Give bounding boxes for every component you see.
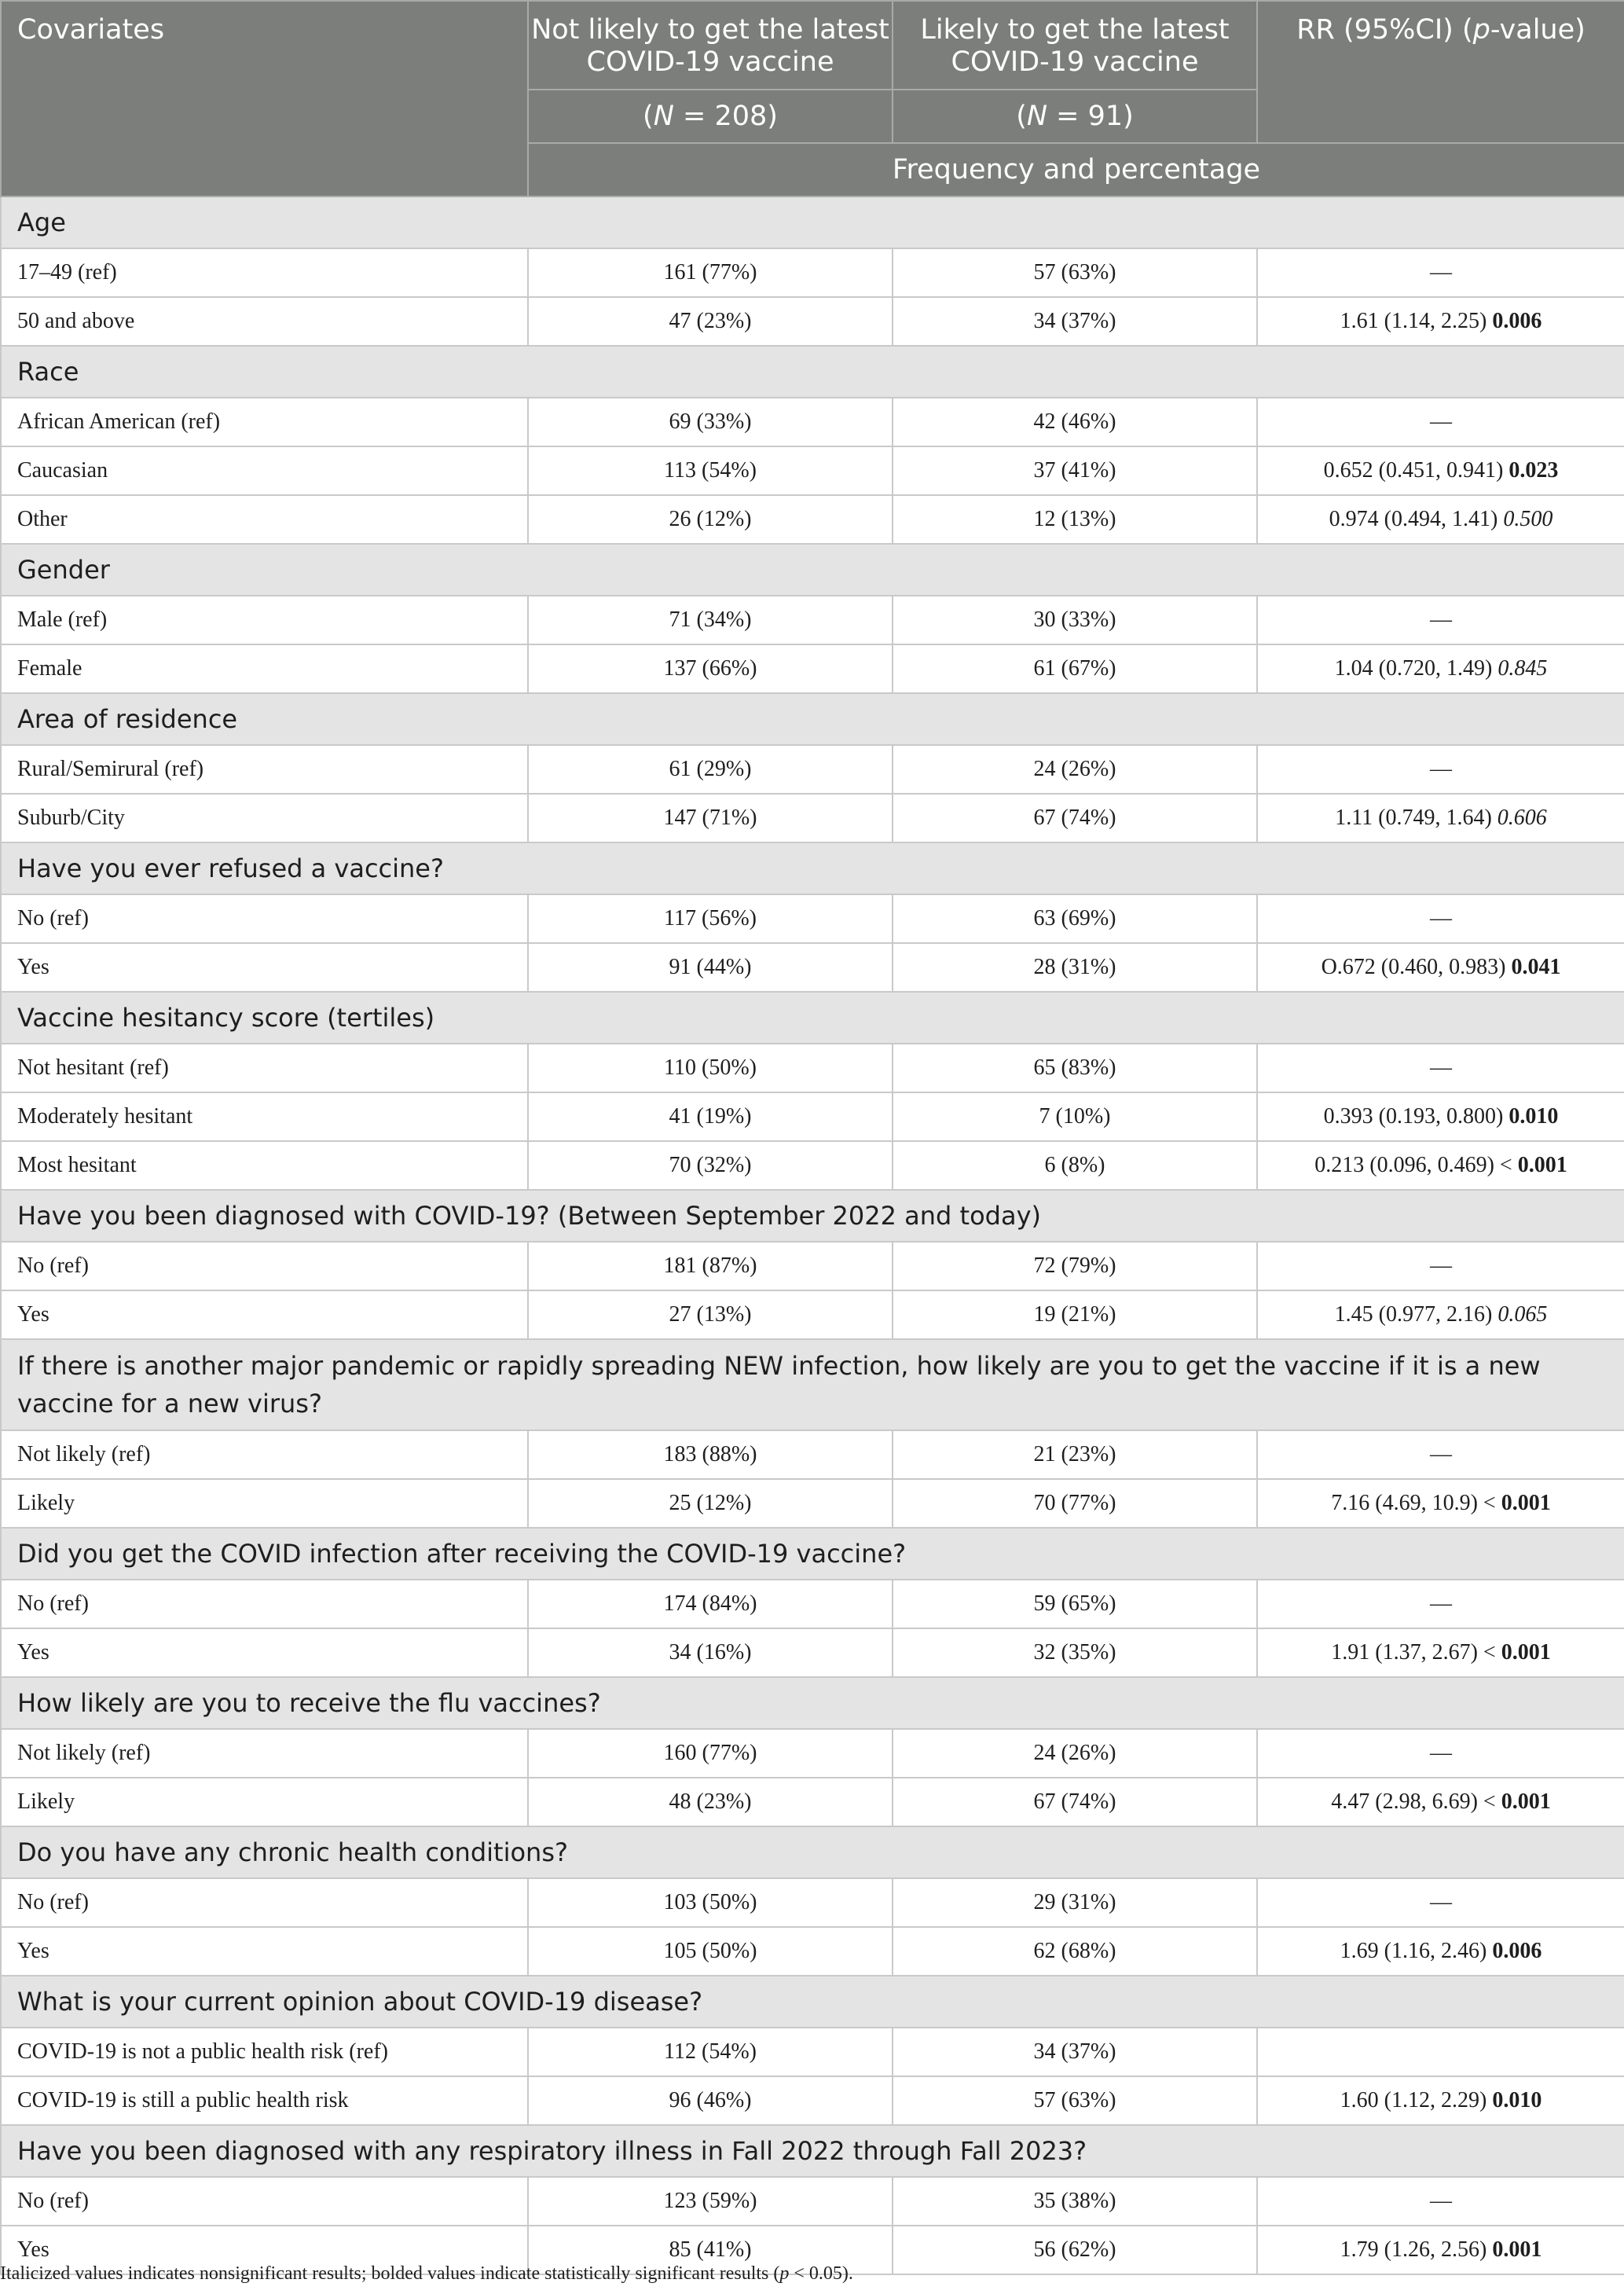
rr-value: — (1430, 1253, 1452, 1278)
section-header-row (1, 992, 1624, 1044)
cell-not-likely: 48 (23%) (528, 1778, 893, 1826)
header-not-likely: Not likely to get the latest COVID-19 vaccine (528, 1, 893, 90)
cell-rr (1257, 1290, 1624, 1339)
row-label: Not likely (ref) (1, 1430, 528, 1479)
section-title: Age (1, 196, 1624, 248)
table-row (1, 1778, 1624, 1826)
rr-value: — (1430, 2189, 1452, 2213)
row-label: Yes (1, 1628, 528, 1677)
cell-not-likely: 174 (84%) (528, 1580, 893, 1628)
cell-not-likely: 147 (71%) (528, 794, 893, 842)
p-value: 0.500 (1503, 507, 1553, 531)
n-label: N (653, 100, 674, 132)
table-row (1, 596, 1624, 644)
section-header-row (1, 1826, 1624, 1878)
cell-likely: 30 (33%) (893, 596, 1257, 644)
row-label: No (ref) (1, 1242, 528, 1290)
cell-rr (1257, 495, 1624, 544)
section-title: Do you have any chronic health conditions? (1, 1826, 1624, 1878)
footnote: Italicized values indicates nonsignificant results; bolded values indicate statistically significant results (p < 0.05). (0, 2263, 853, 2284)
row-label: Yes (1, 943, 528, 992)
row-label: Moderately hesitant (1, 1092, 528, 1141)
row-label: Male (ref) (1, 596, 528, 644)
rr-value: 1.11 (0.749, 1.64) (1335, 806, 1498, 830)
cell-rr (1257, 1778, 1624, 1826)
section-header-row (1, 196, 1624, 248)
table-row (1, 2076, 1624, 2125)
header-rr (1257, 1, 1624, 143)
cell-not-likely: 71 (34%) (528, 596, 893, 644)
table-row (1, 1430, 1624, 1479)
cell-not-likely: 105 (50%) (528, 1927, 893, 1976)
cell-likely: 34 (37%) (893, 2028, 1257, 2076)
table-row (1, 894, 1624, 943)
cell-rr (1257, 1878, 1624, 1927)
rr-value: — (1430, 1055, 1452, 1080)
row-label: Yes (1, 1290, 528, 1339)
table-row (1, 943, 1624, 992)
cell-likely: 21 (23%) (893, 1430, 1257, 1479)
cell-not-likely: 183 (88%) (528, 1430, 893, 1479)
table-row (1, 1242, 1624, 1290)
cell-likely: 12 (13%) (893, 495, 1257, 544)
section-header-row (1, 693, 1624, 745)
cell-rr (1257, 794, 1624, 842)
rr-value: 0.213 (0.096, 0.469) < (1314, 1153, 1518, 1177)
cell-not-likely: 113 (54%) (528, 446, 893, 495)
cell-likely: 61 (67%) (893, 644, 1257, 693)
rr-value: 1.91 (1.37, 2.67) < (1331, 1640, 1501, 1665)
table-row (1, 1628, 1624, 1677)
table-row (1, 1927, 1624, 1976)
cell-rr (1257, 248, 1624, 297)
cell-not-likely: 117 (56%) (528, 894, 893, 943)
cell-not-likely: 47 (23%) (528, 297, 893, 346)
cell-rr (1257, 1092, 1624, 1141)
rr-value: — (1430, 409, 1452, 434)
cell-likely: 57 (63%) (893, 2076, 1257, 2125)
row-label: 17–49 (ref) (1, 248, 528, 297)
rr-value: 1.60 (1.12, 2.29) (1340, 2088, 1493, 2112)
rr-value: 1.04 (0.720, 1.49) (1334, 656, 1498, 681)
cell-rr (1257, 398, 1624, 446)
p-value: 0.010 (1509, 1104, 1559, 1129)
table-row (1, 1044, 1624, 1092)
table-row (1, 1878, 1624, 1927)
rr-value: 1.61 (1.14, 2.25) (1340, 309, 1493, 333)
p-value: 0.006 (1492, 1939, 1542, 1963)
cell-likely: 29 (31%) (893, 1878, 1257, 1927)
p-value: 0.001 (1517, 1153, 1567, 1177)
row-label: No (ref) (1, 2177, 528, 2226)
row-label: African American (ref) (1, 398, 528, 446)
p-value: 0.041 (1511, 955, 1561, 979)
table-row (1, 2177, 1624, 2226)
cell-likely: 35 (38%) (893, 2177, 1257, 2226)
rr-value: — (1430, 1591, 1452, 1616)
cell-rr (1257, 745, 1624, 794)
cell-rr (1257, 644, 1624, 693)
cell-not-likely: 103 (50%) (528, 1878, 893, 1927)
rr-value: 0.393 (0.193, 0.800) (1323, 1104, 1509, 1129)
cell-not-likely: 161 (77%) (528, 248, 893, 297)
cell-rr (1257, 1430, 1624, 1479)
p-value: 0.001 (1501, 1640, 1551, 1665)
cell-rr (1257, 1479, 1624, 1528)
header-n-likely: (N = 91) (893, 90, 1257, 143)
cell-likely: 72 (79%) (893, 1242, 1257, 1290)
cell-likely: 34 (37%) (893, 297, 1257, 346)
header-likely: Likely to get the latest COVID-19 vaccine (893, 1, 1257, 90)
header-n-not-likely: (N = 208) (528, 90, 893, 143)
cell-rr (1257, 1141, 1624, 1190)
rr-value: — (1430, 607, 1452, 632)
row-label: Rural/Semirural (ref) (1, 745, 528, 794)
cell-not-likely: 137 (66%) (528, 644, 893, 693)
section-header-row (1, 1677, 1624, 1729)
cell-likely: 24 (26%) (893, 1729, 1257, 1778)
section-title: What is your current opinion about COVID-19 disease? (1, 1976, 1624, 2028)
header-rr-p: p (1472, 14, 1490, 46)
cell-not-likely: 91 (44%) (528, 943, 893, 992)
rr-value: 1.45 (0.977, 2.16) (1334, 1302, 1498, 1327)
section-header-row (1, 1528, 1624, 1580)
cell-likely: 65 (83%) (893, 1044, 1257, 1092)
cell-not-likely: 110 (50%) (528, 1044, 893, 1092)
cell-not-likely: 96 (46%) (528, 2076, 893, 2125)
cell-likely: 63 (69%) (893, 894, 1257, 943)
table-row (1, 1141, 1624, 1190)
rr-value: 1.69 (1.16, 2.46) (1340, 1939, 1493, 1963)
row-label: No (ref) (1, 1878, 528, 1927)
row-label: Yes (1, 2226, 528, 2274)
section-title: Gender (1, 544, 1624, 596)
section-title: Have you been diagnosed with any respiratory illness in Fall 2022 through Fall 2023? (1, 2125, 1624, 2177)
p-value: 0.023 (1509, 458, 1559, 483)
cell-likely: 28 (31%) (893, 943, 1257, 992)
table-row (1, 248, 1624, 297)
rr-value: — (1430, 1741, 1452, 1765)
cell-rr (1257, 446, 1624, 495)
p-value: 0.065 (1498, 1302, 1548, 1327)
cell-likely: 42 (46%) (893, 398, 1257, 446)
p-value: 0.001 (1501, 1789, 1551, 1814)
cell-likely: 37 (41%) (893, 446, 1257, 495)
cell-rr (1257, 943, 1624, 992)
row-label: Caucasian (1, 446, 528, 495)
table-row (1, 1580, 1624, 1628)
cell-not-likely: 34 (16%) (528, 1628, 893, 1677)
rr-value: 1.79 (1.26, 2.56) (1340, 2237, 1493, 2262)
row-label: 50 and above (1, 297, 528, 346)
cell-likely: 56 (62%) (893, 2226, 1257, 2274)
footnote-p: p (779, 2263, 790, 2284)
section-title: Have you been diagnosed with COVID-19? (Between September 2022 and today) (1, 1190, 1624, 1242)
table-header (1, 1, 1624, 196)
cell-rr (1257, 1729, 1624, 1778)
section-title: Have you ever refused a vaccine? (1, 842, 1624, 894)
section-header-row (1, 1190, 1624, 1242)
rr-value: — (1430, 906, 1452, 930)
row-label: Yes (1, 1927, 528, 1976)
rr-value: — (1430, 757, 1452, 781)
rr-value: — (1430, 1442, 1452, 1466)
rr-value: — (1430, 260, 1452, 284)
rr-value: 4.47 (2.98, 6.69) < (1331, 1789, 1501, 1814)
cell-rr (1257, 2177, 1624, 2226)
cell-likely: 19 (21%) (893, 1290, 1257, 1339)
cell-rr (1257, 1628, 1624, 1677)
cell-not-likely: 85 (41%) (528, 2226, 893, 2274)
cell-not-likely: 25 (12%) (528, 1479, 893, 1528)
row-label: Female (1, 644, 528, 693)
cell-not-likely: 112 (54%) (528, 2028, 893, 2076)
cell-rr (1257, 297, 1624, 346)
cell-likely: 57 (63%) (893, 248, 1257, 297)
row-label: Other (1, 495, 528, 544)
table-row (1, 1290, 1624, 1339)
p-value: 0.606 (1497, 806, 1547, 830)
p-value: 0.845 (1498, 656, 1548, 681)
cell-likely: 67 (74%) (893, 794, 1257, 842)
rr-value: 7.16 (4.69, 10.9) < (1331, 1491, 1501, 1515)
cell-not-likely: 69 (33%) (528, 398, 893, 446)
p-value: 0.001 (1501, 1491, 1551, 1515)
section-header-row (1, 842, 1624, 894)
table-row (1, 1729, 1624, 1778)
row-label: Likely (1, 1778, 528, 1826)
n-value: = 91) (1047, 100, 1134, 132)
rr-value: — (1430, 1890, 1452, 1914)
n-label: N (1026, 100, 1048, 132)
table-row (1, 398, 1624, 446)
cell-rr (1257, 894, 1624, 943)
p-value: 0.006 (1492, 309, 1542, 333)
table-row (1, 297, 1624, 346)
row-label: Suburb/City (1, 794, 528, 842)
cell-rr (1257, 1044, 1624, 1092)
cell-not-likely: 70 (32%) (528, 1141, 893, 1190)
section-title: Did you get the COVID infection after receiving the COVID-19 vaccine? (1, 1528, 1624, 1580)
section-title: Race (1, 346, 1624, 398)
cell-likely: 70 (77%) (893, 1479, 1257, 1528)
table-row (1, 1092, 1624, 1141)
cell-rr (1257, 1242, 1624, 1290)
header-rr-prefix: RR (95%CI) ( (1296, 14, 1473, 46)
row-label: Not hesitant (ref) (1, 1044, 528, 1092)
cell-likely: 32 (35%) (893, 1628, 1257, 1677)
n-value: = 208) (673, 100, 778, 132)
cell-not-likely: 26 (12%) (528, 495, 893, 544)
section-header-row (1, 346, 1624, 398)
cell-likely: 24 (26%) (893, 745, 1257, 794)
cell-rr (1257, 1580, 1624, 1628)
cell-not-likely: 160 (77%) (528, 1729, 893, 1778)
section-title: Vaccine hesitancy score (tertiles) (1, 992, 1624, 1044)
table-row (1, 644, 1624, 693)
section-title: Area of residence (1, 693, 1624, 745)
rr-value: O.672 (0.460, 0.983) (1321, 955, 1512, 979)
cell-not-likely: 27 (13%) (528, 1290, 893, 1339)
table-row (1, 2028, 1624, 2076)
section-header-row (1, 1339, 1624, 1430)
cell-rr (1257, 2226, 1624, 2274)
cell-likely: 62 (68%) (893, 1927, 1257, 1976)
table-row (1, 495, 1624, 544)
row-label: COVID-19 is still a public health risk (1, 2076, 528, 2125)
header-covariates: Covariates (1, 1, 528, 196)
section-title: How likely are you to receive the flu vaccines? (1, 1677, 1624, 1729)
cell-rr (1257, 2076, 1624, 2125)
header-rr-suffix: -value) (1490, 14, 1586, 46)
p-value: 0.001 (1492, 2237, 1542, 2262)
cell-not-likely: 41 (19%) (528, 1092, 893, 1141)
cell-not-likely: 61 (29%) (528, 745, 893, 794)
row-label: No (ref) (1, 894, 528, 943)
cell-likely: 6 (8%) (893, 1141, 1257, 1190)
rr-value: 0.974 (0.494, 1.41) (1329, 507, 1504, 531)
table-row (1, 794, 1624, 842)
section-title: If there is another major pandemic or rapidly spreading NEW infection, how likely are you to get the vaccine if it is a new vaccine for a new virus? (1, 1339, 1624, 1430)
section-header-row (1, 544, 1624, 596)
table-row (1, 745, 1624, 794)
row-label: Not likely (ref) (1, 1729, 528, 1778)
cell-likely: 7 (10%) (893, 1092, 1257, 1141)
row-label: COVID-19 is not a public health risk (ref) (1, 2028, 528, 2076)
header-frequency: Frequency and percentage (528, 143, 1624, 196)
cell-not-likely: 123 (59%) (528, 2177, 893, 2226)
rr-value: 0.652 (0.451, 0.941) (1323, 458, 1509, 483)
row-label: Likely (1, 1479, 528, 1528)
table-body (1, 196, 1624, 2274)
cell-rr (1257, 1927, 1624, 1976)
table-row (1, 446, 1624, 495)
cell-likely: 59 (65%) (893, 1580, 1257, 1628)
cell-rr (1257, 2028, 1624, 2076)
cell-not-likely: 181 (87%) (528, 1242, 893, 1290)
cell-likely: 67 (74%) (893, 1778, 1257, 1826)
section-header-row (1, 1976, 1624, 2028)
table-row (1, 1479, 1624, 1528)
row-label: No (ref) (1, 1580, 528, 1628)
p-value: 0.010 (1492, 2088, 1542, 2112)
row-label: Most hesitant (1, 1141, 528, 1190)
section-header-row (1, 2125, 1624, 2177)
cell-rr (1257, 596, 1624, 644)
